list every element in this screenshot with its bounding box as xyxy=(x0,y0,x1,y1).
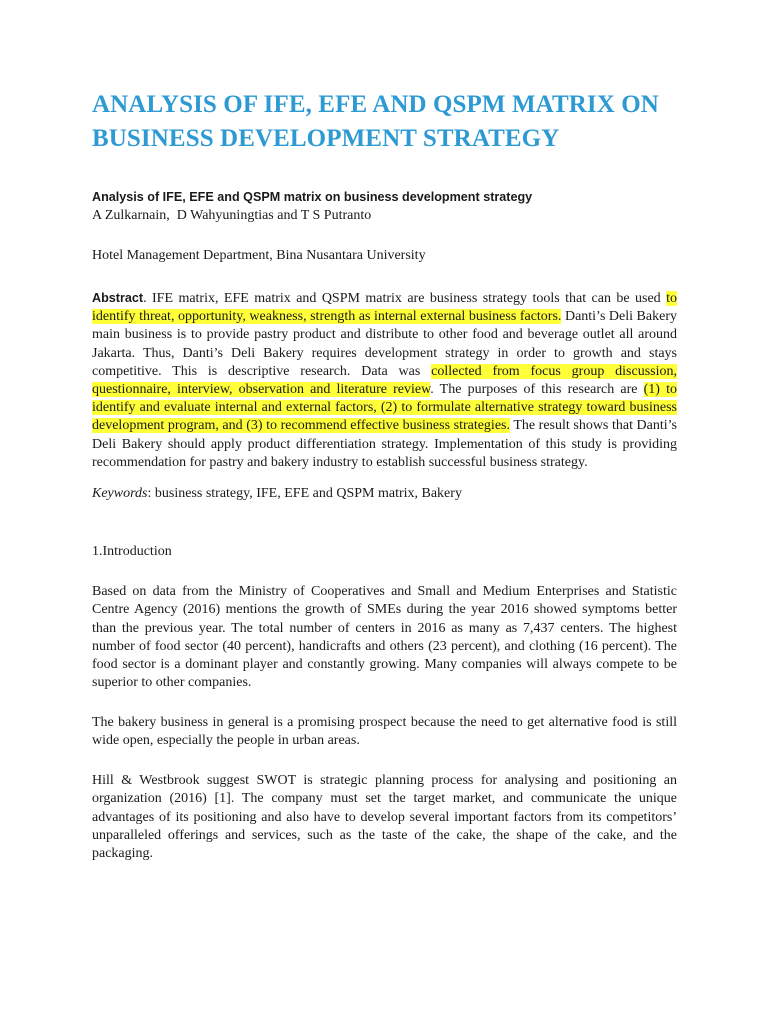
intro-paragraph-3: Hill & Westbrook suggest SWOT is strategic planning process for analysing and positioning an organization (2016) [1]. The company must set the target market, and communicate the unique advantages of its positioning and also have to develop several important factors from its competitors’ unparalleled offerings and services, such as the taste of the cake, the shape of the cake, and the packaging. xyxy=(92,773,677,862)
abstract-highlight-3: (1) to identify and evaluate internal and external factors, (2) to formulate alternative strategy toward business development program, and (3) to recommend effective business strategies. xyxy=(92,382,677,434)
keywords-text: : business strategy, IFE, EFE and QSPM matrix, Bakery xyxy=(147,486,462,501)
keywords xyxy=(92,485,462,503)
abstract-label: Abstract xyxy=(92,291,144,305)
abstract-text-4: The result shows that Danti’s Deli Bakery should apply product differentiation strategy. Implementation of this study is providing recommendation for pastry and bakery industry to establish successful business strategy. xyxy=(92,418,677,470)
affiliation: Hotel Management Department, Bina Nusantara University xyxy=(92,248,426,263)
abstract xyxy=(92,289,677,472)
abstract-highlight-2: collected from focus group discussion, questionnaire, interview, observation and literature review xyxy=(92,363,677,398)
intro-paragraph-2: The bakery business in general is a promising prospect because the need to get alternative food is still wide open, especially the people in urban areas. xyxy=(92,715,677,749)
abstract-text-1: . IFE matrix, EFE matrix and QSPM matrix are business strategy tools that can be used xyxy=(143,291,667,306)
keywords-label: Keywords xyxy=(92,486,148,501)
abstract-text-3: . The purposes of this research are xyxy=(430,382,644,398)
section-heading-introduction: 1.Introduction xyxy=(92,544,172,559)
paper-subtitle: Analysis of IFE, EFE and QSPM matrix on business development strategy xyxy=(92,190,533,204)
intro-paragraph-1: Based on data from the Ministry of Cooperatives and Small and Medium Enterprises and Statistic Centre Agency (2016) mentions the growth of SMEs during the year 2016 showed symptoms better than the previous year. The total number of centers in 2016 as many as 7,437 centers. The highest number of food sector (40 percent), handicrafts and others (23 percent), and clothing (16 percent). The food sector is a dominant player and constantly growing. Many companies will always compete to be superior to other companies. xyxy=(92,584,677,691)
author-list: A Zulkarnain, D Wahyuningtias and T S Putranto xyxy=(92,208,372,223)
abstract-highlight-1: to identify threat, opportunity, weakness, strength as internal external business factors. xyxy=(92,291,677,325)
paper-title: ANALYSIS OF IFE, EFE AND QSPM MATRIX ON BUSINESS DEVELOPMENT STRATEGY xyxy=(92,91,659,152)
abstract-text-2: Danti’s Deli Bakery main business is to provide pastry product and distribute to other food and beverage outlet all around Jakarta. Thus, Danti’s Deli Bakery requires development strategy in order to growth and stays competitive. This is descriptive research. Data was xyxy=(92,309,677,379)
